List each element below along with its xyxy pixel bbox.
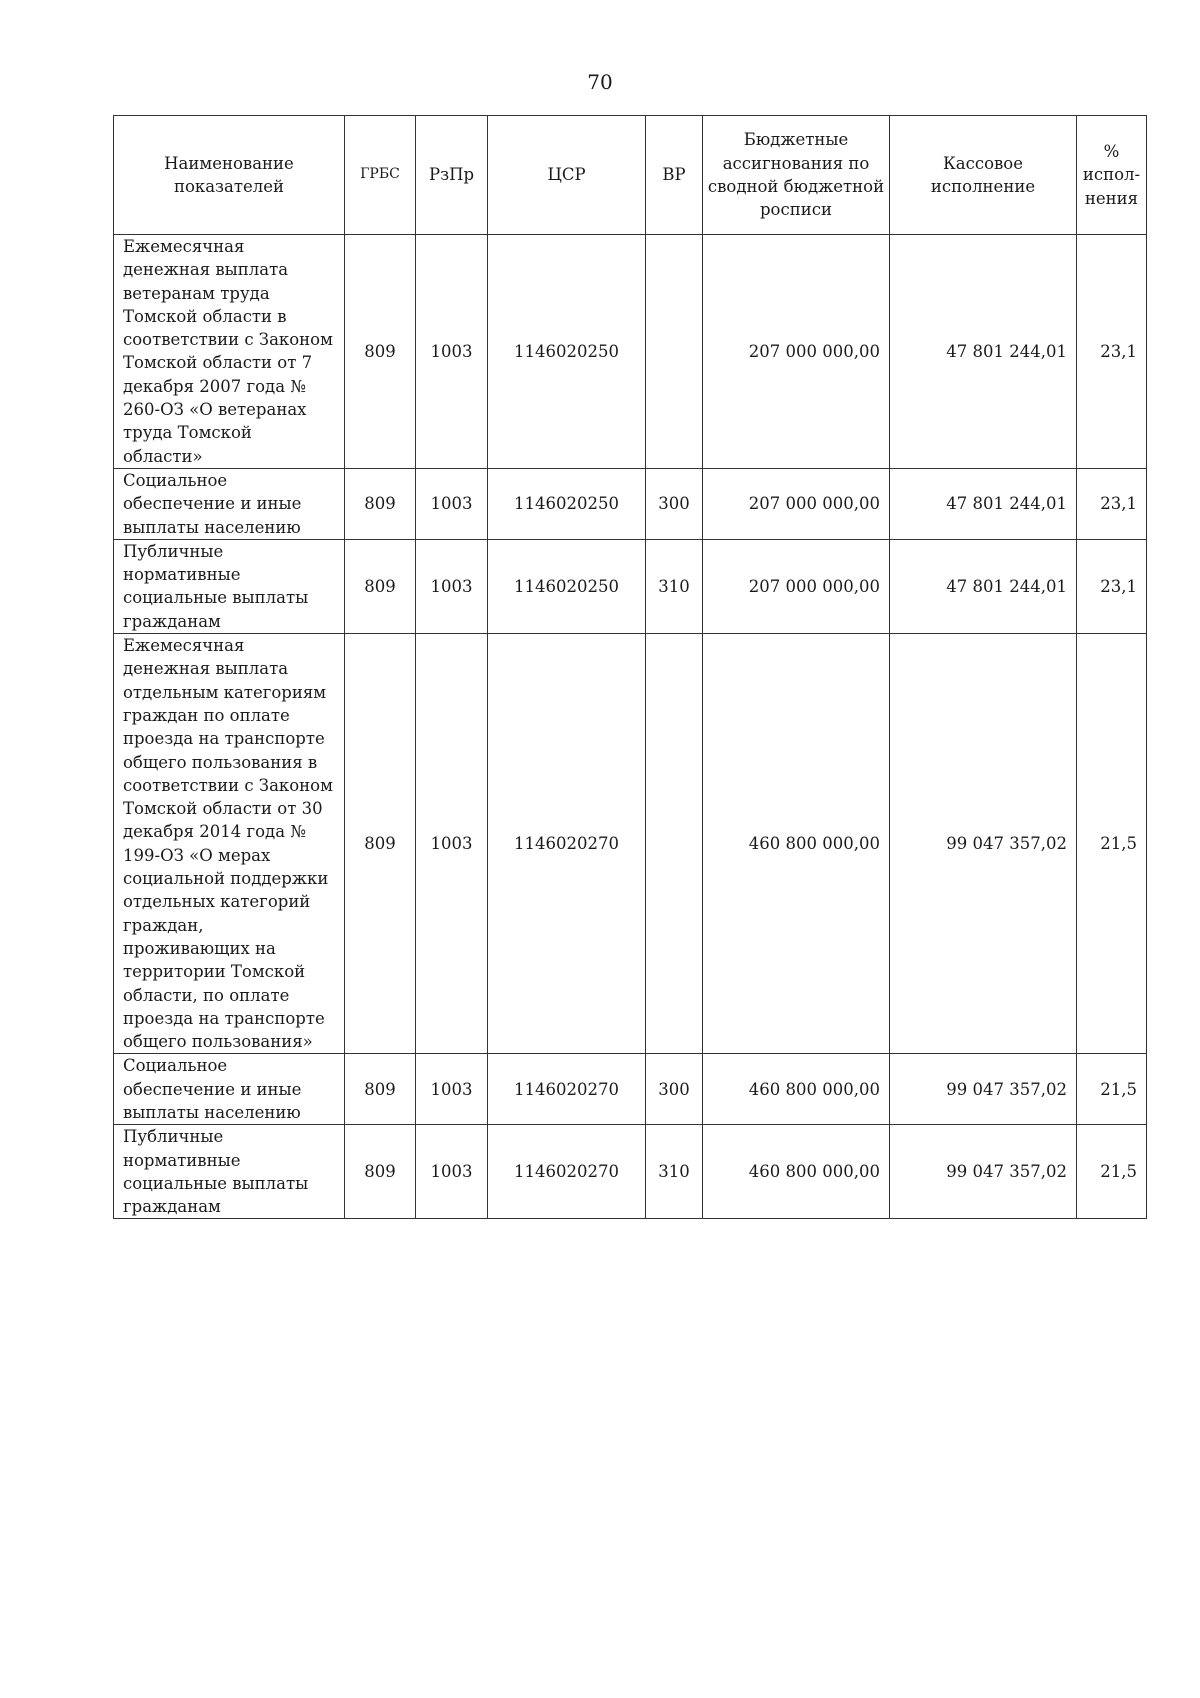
row-cash: 47 801 244,01	[890, 539, 1077, 633]
row-percent: 23,1	[1077, 235, 1147, 469]
header-rzpr: РзПр	[416, 116, 488, 235]
table-row	[114, 634, 1147, 1054]
table-header-row	[114, 116, 1147, 235]
table-row	[114, 235, 1147, 469]
row-rzpr: 1003	[416, 634, 488, 1054]
row-name: Публичные нормативные социальные выплаты гражданам	[114, 539, 345, 633]
header-grbs: ГРБС	[345, 116, 416, 235]
row-percent: 21,5	[1077, 634, 1147, 1054]
row-csr: 1146020270	[488, 634, 646, 1054]
header-vr: ВР	[646, 116, 703, 235]
row-vr: 300	[646, 468, 703, 539]
row-cash: 99 047 357,02	[890, 1125, 1077, 1219]
row-grbs: 809	[345, 235, 416, 469]
row-csr: 1146020250	[488, 235, 646, 469]
row-csr: 1146020250	[488, 468, 646, 539]
row-rzpr: 1003	[416, 539, 488, 633]
row-cash: 47 801 244,01	[890, 468, 1077, 539]
row-vr: 300	[646, 1054, 703, 1125]
header-cash: Кассовое исполнение	[890, 116, 1077, 235]
row-grbs: 809	[345, 539, 416, 633]
row-budget: 207 000 000,00	[703, 235, 890, 469]
row-cash: 99 047 357,02	[890, 1054, 1077, 1125]
page-number: 70	[587, 70, 613, 94]
header-name: Наименование показателей	[114, 116, 345, 235]
row-percent: 21,5	[1077, 1125, 1147, 1219]
row-name: Ежемесячная денежная выплата ветеранам труда Томской области в соответствии с Законом Томской области от 7 декабря 2007 года № 260-ОЗ «О ветеранах труда Томской области»	[114, 235, 345, 469]
row-name: Ежемесячная денежная выплата отдельным категориям граждан по оплате проезда на транспорте общего пользования в соответствии с Законом Томской области от 30 декабря 2014 года № 199-ОЗ «О мерах социальной поддержки отдельных категорий граждан, проживающих на территории Томской области, по оплате проезда на транспорте общего пользования»	[114, 634, 345, 1054]
row-csr: 1146020250	[488, 539, 646, 633]
row-budget: 460 800 000,00	[703, 634, 890, 1054]
row-cash: 47 801 244,01	[890, 235, 1077, 469]
row-vr	[646, 634, 703, 1054]
row-percent: 23,1	[1077, 539, 1147, 633]
row-rzpr: 1003	[416, 1054, 488, 1125]
row-vr: 310	[646, 1125, 703, 1219]
header-csr: ЦСР	[488, 116, 646, 235]
table-row	[114, 1054, 1147, 1125]
table-row	[114, 468, 1147, 539]
budget-execution-table	[113, 115, 1147, 1219]
row-csr: 1146020270	[488, 1054, 646, 1125]
row-name: Социальное обеспечение и иные выплаты населению	[114, 468, 345, 539]
header-percent: % испол-нения	[1077, 116, 1147, 235]
row-rzpr: 1003	[416, 468, 488, 539]
row-rzpr: 1003	[416, 1125, 488, 1219]
row-csr: 1146020270	[488, 1125, 646, 1219]
row-grbs: 809	[345, 634, 416, 1054]
row-budget: 460 800 000,00	[703, 1125, 890, 1219]
row-name: Публичные нормативные социальные выплаты гражданам	[114, 1125, 345, 1219]
row-name: Социальное обеспечение и иные выплаты населению	[114, 1054, 345, 1125]
row-vr: 310	[646, 539, 703, 633]
row-vr	[646, 235, 703, 469]
header-budget: Бюджетные ассигнования по сводной бюджетной росписи	[703, 116, 890, 235]
row-budget: 207 000 000,00	[703, 539, 890, 633]
table-row	[114, 1125, 1147, 1219]
row-cash: 99 047 357,02	[890, 634, 1077, 1054]
row-budget: 207 000 000,00	[703, 468, 890, 539]
row-percent: 23,1	[1077, 468, 1147, 539]
row-budget: 460 800 000,00	[703, 1054, 890, 1125]
row-grbs: 809	[345, 468, 416, 539]
row-percent: 21,5	[1077, 1054, 1147, 1125]
row-grbs: 809	[345, 1054, 416, 1125]
row-rzpr: 1003	[416, 235, 488, 469]
table-row	[114, 539, 1147, 633]
row-grbs: 809	[345, 1125, 416, 1219]
